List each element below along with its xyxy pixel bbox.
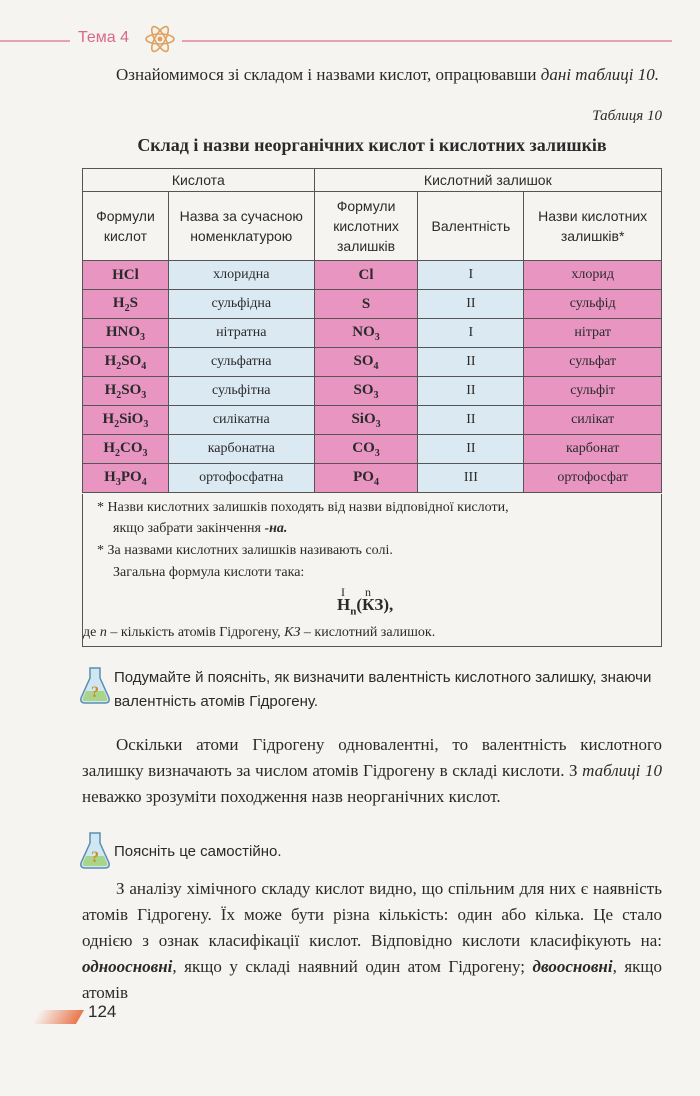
header-rule-left (0, 40, 70, 42)
residue-name-cell: сульфат (524, 348, 662, 377)
residue-name-cell: силікат (524, 406, 662, 435)
residue-name-cell: нітрат (524, 319, 662, 348)
acid-formula-cell (83, 377, 169, 406)
formula-valence-left: I (341, 585, 345, 599)
residue-formula-cell (314, 377, 418, 406)
formula-part: H (104, 468, 116, 485)
paragraph-2: Оскільки атоми Гідрогену одновалентні, то валентність кислотного залишку визначають за числом атомів Гідрогену в складі кислоти. З таблиці 10 неважко зрозуміти походження назв неорганічних кислот. (82, 735, 662, 806)
formula-subscript: 3 (374, 447, 380, 459)
question-flask-icon (78, 665, 112, 705)
formula-part: H (102, 410, 115, 427)
table-row (83, 406, 662, 435)
atom-icon (142, 24, 178, 54)
col-header-name: Назва за сучасною номенклатурою (168, 192, 314, 261)
formula-part: HCl (112, 266, 139, 283)
valence-cell: II (418, 435, 524, 464)
acid-formula-cell (83, 406, 169, 435)
table-row (83, 377, 662, 406)
formula-part: H (104, 352, 117, 369)
valence-cell: II (418, 406, 524, 435)
page-corner-decoration (32, 1010, 84, 1024)
paragraph-3: З аналізу хімічного складу кислот видно, що спільним для них є наявність атомів Гідрогену. Їх може бути різна кількість: один або кілька. Це стало однією з ознак класифікації кислот. Відповідно кислоти класифікують на: одноосновні, якщо у складі наявний один атом Гідрогену; двоосновні, якщо атомів (82, 879, 663, 1002)
formula-subscript: 2 (115, 447, 121, 459)
acid-name-cell: хлоридна (168, 261, 314, 290)
valence-cell: I (418, 261, 524, 290)
residue-formula-cell (314, 406, 418, 435)
residue-name-cell: сульфід (524, 290, 662, 319)
residue-name-cell: ортофосфат (524, 464, 662, 493)
acid-formula-cell (83, 435, 169, 464)
formula-subscript: 3 (142, 447, 148, 459)
formula-subscript: 2 (114, 418, 120, 430)
residue-formula-cell (314, 261, 418, 290)
formula-part: HNO (105, 323, 141, 340)
formula-part: SO (353, 381, 374, 398)
valence-cell: III (418, 464, 524, 493)
page-number: 124 (88, 1002, 117, 1021)
formula-subscript: 4 (373, 360, 379, 372)
table-body (83, 261, 662, 493)
acid-formula-cell (83, 348, 169, 377)
table-row (83, 348, 662, 377)
residue-formula-cell (314, 319, 418, 348)
acid-formula-cell (83, 261, 169, 290)
formula-part: SO (353, 352, 374, 369)
table-row (83, 290, 662, 319)
residue-name-cell: хлорид (524, 261, 662, 290)
formula-part: S (129, 294, 138, 311)
formula-part: Cl (358, 266, 374, 283)
formula-part: SiO (119, 410, 144, 427)
acid-name-cell: ортофосфатна (168, 464, 314, 493)
formula-subscript: 3 (375, 418, 381, 430)
col-header-formula: Формули кислот (83, 192, 169, 261)
formula-subscript: 4 (141, 360, 147, 372)
formula-part: CO (352, 439, 375, 456)
valence-cell: II (418, 377, 524, 406)
acid-formula-cell (83, 464, 169, 493)
group-header-residue: Кислотний залишок (314, 169, 661, 192)
note-2: * За назвами кислотних залишків називають солі. (97, 543, 393, 558)
formula-valence-right: n (365, 585, 371, 599)
residue-formula-cell (314, 435, 418, 464)
note-3: Загальна формула кислоти така: (113, 565, 305, 580)
acid-name-cell: сульфітна (168, 377, 314, 406)
table-row (83, 435, 662, 464)
formula-part: SO (121, 352, 142, 369)
svg-text:?: ? (91, 849, 99, 866)
question-flask-icon-2 (78, 830, 112, 870)
formula-part: CO (120, 439, 143, 456)
residue-formula-cell (314, 464, 418, 493)
formula-subscript: 3 (374, 331, 380, 343)
formula-part: H (112, 294, 125, 311)
formula-part: PO (120, 468, 142, 485)
note-1-cont: якщо забрати закінчення -на. (113, 521, 288, 536)
question-2-text: Поясніть це самостійно. (114, 843, 282, 860)
col-header-residue-formula: Формули кислотних залишків (314, 192, 418, 261)
note-1: * Назви кислотних залишків походять від назви відповідної кислоти, (97, 500, 509, 515)
acid-name-cell: силікатна (168, 406, 314, 435)
formula-part: H (103, 439, 116, 456)
topic-label: Тема 4 (78, 29, 130, 46)
acid-name-cell: нітратна (168, 319, 314, 348)
col-header-valence: Валентність (418, 192, 524, 261)
intro-paragraph: Ознайомимося зі складом і назвами кислот, опрацювавши дані таблиці 10. (116, 65, 660, 84)
formula-part: SO (121, 381, 142, 398)
table-title: Склад і назви неорганічних кислот і кислотних залишків (137, 135, 607, 155)
svg-text:?: ? (91, 684, 99, 701)
formula-subscript: 2 (116, 360, 122, 372)
formula-subscript: 3 (140, 331, 146, 343)
formula-subscript: 3 (141, 389, 147, 401)
valence-cell: I (418, 319, 524, 348)
general-formula: $H_n(КЗ)$, (337, 595, 394, 618)
table-row (83, 319, 662, 348)
col-header-residue-name: Назви кислотних залишків* (524, 192, 662, 261)
formula-subscript: 2 (116, 389, 122, 401)
acid-formula-cell (83, 290, 169, 319)
acid-name-cell: карбонатна (168, 435, 314, 464)
formula-legend: де n – кількість атомів Гідрогену, КЗ – кислотний залишок. (83, 625, 436, 640)
acid-formula-cell (83, 319, 169, 348)
valence-cell: II (418, 290, 524, 319)
formula-part: S (361, 295, 371, 312)
residue-name-cell: сульфіт (524, 377, 662, 406)
formula-subscript: 3 (115, 476, 121, 488)
formula-part: SiO (351, 410, 376, 427)
acid-name-cell: сульфатна (168, 348, 314, 377)
valence-cell: II (418, 348, 524, 377)
residue-name-cell: карбонат (524, 435, 662, 464)
formula-part: PO (353, 468, 374, 485)
group-header-acid: Кислота (83, 169, 315, 192)
residue-formula-cell (314, 290, 418, 319)
table-caption: Таблиця 10 (592, 108, 662, 124)
notes-box (82, 494, 662, 647)
formula-subscript: 4 (373, 476, 379, 488)
formula-subscript: 4 (141, 476, 147, 488)
formula-subscript: 3 (143, 418, 149, 430)
formula-part: H (104, 381, 117, 398)
formula-subscript: 2 (124, 302, 130, 314)
question-1-text: Подумайте й поясніть, як визначити валентність кислотного залишку, знаючи валентність атомів Гідрогену. (114, 669, 652, 710)
acids-table (82, 168, 662, 493)
header-rule-right (182, 40, 672, 42)
formula-part: NO (352, 323, 375, 340)
acid-name-cell: сульфідна (168, 290, 314, 319)
residue-formula-cell (314, 348, 418, 377)
table-row (83, 261, 662, 290)
formula-subscript: 3 (373, 389, 379, 401)
table-row (83, 464, 662, 493)
